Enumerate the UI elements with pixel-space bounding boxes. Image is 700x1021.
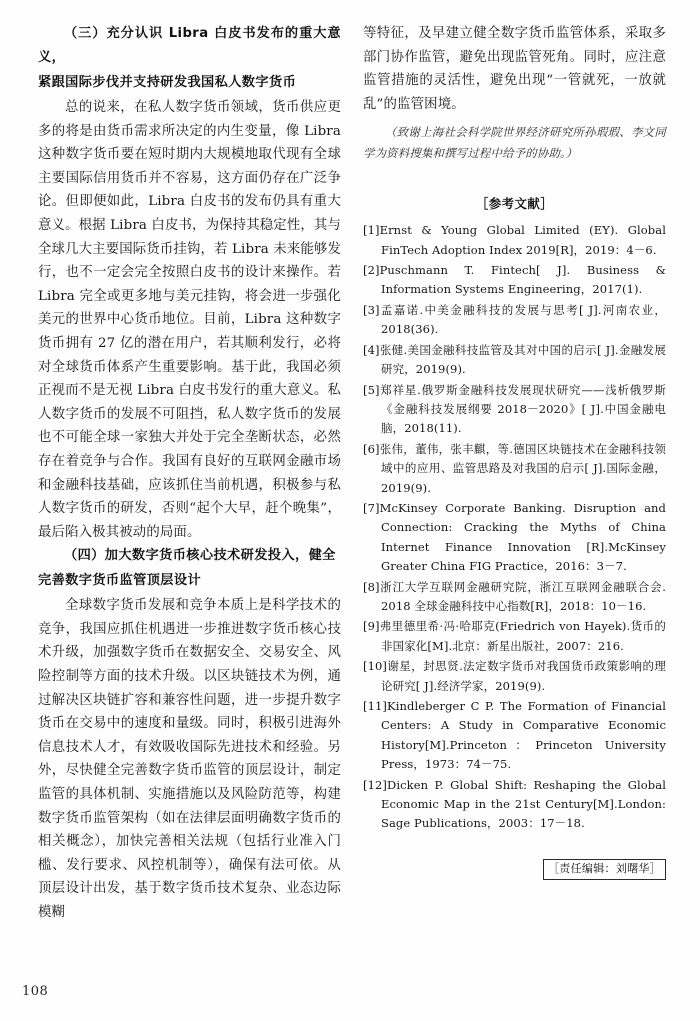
reference-item: [6]张伟，董伟，张丰麒，等.德国区块链技术在金融科技领域中的应用、监管思路及对我国的启示[ J].国际金融，2019(9).	[363, 442, 666, 495]
reference-item: [7]McKinsey Corporate Banking. Disruption and Connection: Cracking the Myths of China Internet Finance Innovation [R].McKinsey Greater China FIG Practice，2016：3－7.	[363, 501, 666, 573]
reference-item: [1]Ernst & Young Global Limited (EY). Global FinTech Adoption Index 2019[R]，2019：4－6.	[363, 223, 666, 257]
right-column	[363, 22, 666, 880]
reference-item: [4]张健.美国金融科技监管及其对中国的启示[ J].金融发展研究，2019(9).	[363, 343, 666, 377]
two-column-layout	[38, 22, 666, 925]
section-three-heading-line-1: （三）充分认识 Libra 白皮书发布的重大意义，	[38, 26, 341, 65]
reference-item: [8]浙江大学互联网金融研究院，浙江互联网金融联合会. 2018 全球金融科技中心指数[R]，2018：10－16.	[363, 579, 666, 613]
references-list	[363, 221, 666, 833]
section-three-heading-line-2: 紧跟国际步伐并支持研发我国私人数字货币	[38, 75, 297, 90]
reference-item: [5]郑祥星.俄罗斯金融科技发展现状研究——浅析俄罗斯《金融科技发展纲要 2018－2020》[ J].中国金融电脑，2018(11).	[363, 383, 666, 436]
section-four-paragraph: 全球数字货币发展和竞争本质上是科学技术的竞争，我国应抓住机遇进一步推进数字货币核心技术升级，加强数字货币在数据安全、交易安全、风险控制等方面的技术升级。以区块链技术为例，通过解决区块链扩容和兼容性问题，进一步提升数字货币在交易中的速度和量级。同时，积极引进海外信息技术人才，有效吸收国际先进技术和经验。另外，尽快健全完善数字货币监管的顶层设计，制定监管的具体机制、实施措施以及风险防范等，构建数字货币监管架构（如在法律层面明确数字货币的相关概念），加快完善相关法规（包括行业准入门槛、发行要求、风控机制等），确保有法可依。从顶层设计出发，基于数字货币技术复杂、业态边际模糊	[38, 598, 341, 920]
reference-item: [10]谢星，封思贤.法定数字货币对我国货币政策影响的理论研究[ J].经济学家，2019(9).	[363, 659, 666, 693]
references-heading: ［参考文献］	[475, 196, 554, 212]
section-four-heading-line-2: 完善数字货币监管顶层设计	[38, 573, 202, 589]
responsible-editor-tag: ［责任编辑：刘曙华］	[543, 859, 666, 880]
reference-item: [2]Puschmann T. Fintech[ J]. Business & Information Systems Engineering，2017(1).	[363, 263, 666, 297]
left-column	[38, 22, 341, 925]
acknowledgement-note: （致谢上海社会科学院世界经济研究所孙瑕瑕、李文同学为资料搜集和撰写过程中给予的协助。）	[363, 125, 666, 161]
section-four-paragraph-continuation: 等特征，及早建立健全数字货币监管体系，采取多部门协作监管，避免出现监管死角。同时，应注意监管措施的灵活性，避免出现“一管就死，一放就乱”的监管困境。	[363, 26, 666, 112]
reference-item: [11]Kindleberger C P. The Formation of Financial Centers: A Study in Comparative Economic History[M].Princeton：Princeton University Press，1973：74－75.	[363, 699, 666, 771]
reference-item: [9]弗里德里希·冯·哈耶克(Friedrich von Hayek).货币的非国家化[M].北京：新星出版社，2007：216.	[363, 619, 666, 653]
page-number: 108	[22, 984, 49, 999]
section-three-paragraph: 总的说来，在私人数字货币领域，货币供应更多的将是由货币需求所决定的内生变量，像 Libra 这种数字货币要在短时期内大规模地取代现有全球主要国际信用货币并不容易，这方面仍存在广泛争论。但即便如此，Libra 白皮书的发布仍具有重大意义。根据 Libra 白皮书，为保持其稳定性，其与全球几大主要国际货币挂钩，若 Libra 未来能够发行，也不一定会完全按照白皮书的设计来操作。若 Libra 完全或更多地与美元挂钩，将会进一步强化美元的世界中心货币地位。目前，Libra 这种数字货币拥有 27 亿的潜在用户，若其顺利发行，必将对全球货币体系产生重要影响。基于此，我国必须正视而不是无视 Libra 白皮书发行的重大意义。私人数字货币的发展不可阻挡，私人数字货币的发展也不可能全球一家独大并处于完全垄断状态，必然存在着竞争与合作。我国有良好的互联网金融市场和金融科技基础，应该抓住当前机遇，积极参与私人数字货币的研发，否则“起个大早，赶个晚集”，最后陷入极其被动的局面。	[38, 100, 341, 540]
reference-item: [12]Dicken P. Global Shift: Reshaping the Global Economic Map in the 21st Century[M].London: Sage Publications，2003：17－18.	[363, 777, 666, 830]
reference-item: [3]孟嘉诺.中美金融科技的发展与思考[ J].河南农业，2018(36).	[363, 303, 666, 337]
editor-note-container	[363, 859, 666, 880]
section-four-heading-line-1: （四）加大数字货币核心技术研发投入，健全	[64, 548, 336, 564]
